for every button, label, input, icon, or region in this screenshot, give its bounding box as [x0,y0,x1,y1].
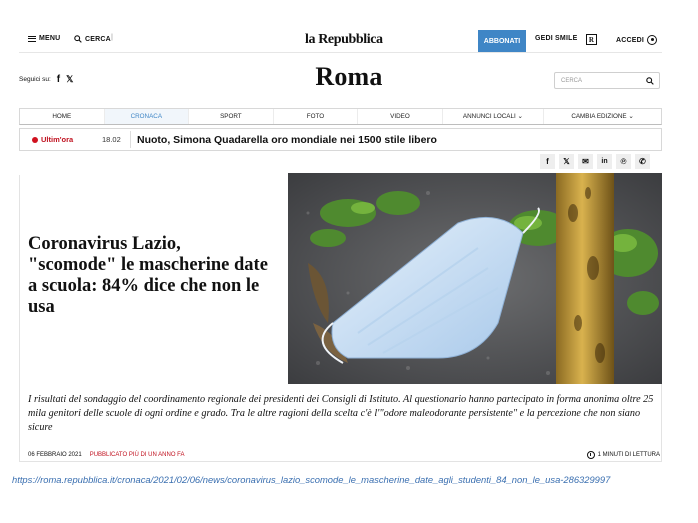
divider [130,131,131,148]
published-ago: PUBBLICATO PIÙ DI UN ANNO FA [89,452,185,458]
edition-title: Roma [315,62,383,91]
nav-item-cronaca[interactable]: CRONACA [105,109,190,124]
user-icon [647,35,657,45]
breaking-news-bar[interactable] [19,128,662,151]
source-url[interactable]: https://roma.repubblica.it/cronaca/2021/02/06/news/coronavirus_lazio_scomode_le_mascherine_date_agli_studenti_84_non_le_usa-286329997 [12,474,611,485]
chevron-down-icon: ⌄ [517,113,523,120]
abbonati-button[interactable]: ABBONATI [478,30,526,52]
facebook-icon[interactable]: f [56,74,61,85]
search-icon [74,35,82,43]
x-icon[interactable]: 𝕏 [559,154,574,169]
nav-item-annunci[interactable] [443,109,544,124]
clock-icon [587,451,595,459]
article-photo [288,173,662,384]
search-placeholder: CERCA [561,77,583,84]
live-dot-icon [32,137,38,143]
rep-plus-link[interactable] [586,34,597,45]
nav-annunci-label: ANNUNCI LOCALI [462,113,516,120]
nav-item-foto[interactable]: FOTO [274,109,359,124]
nav-item-video[interactable]: VIDEO [358,109,443,124]
x-icon[interactable]: 𝕏 [66,74,74,84]
search-icon[interactable] [646,77,654,85]
divider: | [111,34,114,41]
search-button[interactable] [74,34,114,43]
nav-item-cambia-edizione[interactable] [544,109,661,124]
article-lede: I risultati del sondaggio del coordinamento regionale dei presidenti dei Consigli di Istituto. Al questionario hanno partecipato in forma anonima oltre 25 mila genitori delle scuole di ogni ordine e grado. Tra le altre ragioni della scelta c'è l'"odore maleodorante persistente" e la percezione che non siano sicure [28,394,654,433]
seguici-label: Seguici su: [19,76,51,83]
nav-item-home[interactable]: HOME [20,109,105,124]
article-title: Coronavirus Lazio, "scomode" le mascherine date a scuola: 84% dice che non le usa [28,234,268,317]
breaking-time: 18.02 [102,135,121,144]
linkedin-icon[interactable]: in [597,154,612,169]
publish-date: 06 FEBBRAIO 2021 [28,452,82,458]
article-meta [28,451,660,459]
nav-cambia-label: CAMBIA EDIZIONE [571,113,627,120]
hamburger-icon [28,36,36,42]
chevron-down-icon: ⌄ [628,113,634,120]
read-time-label: 1 MINUTI DI LETTURA [597,452,660,458]
accedi-button[interactable] [616,35,657,45]
menu-button[interactable] [28,35,60,42]
mask-photo-illustration [288,173,662,384]
repubblica-logo[interactable]: la Repubblica [305,32,383,47]
mail-icon[interactable]: ✉ [578,154,593,169]
gedi-smile-link[interactable]: GEDI SMILE [535,35,578,42]
menu-label: MENU [39,35,61,42]
whatsapp-icon[interactable]: ✆ [635,154,650,169]
r-icon: R [586,34,597,45]
accedi-label: ACCEDI [616,36,645,44]
facebook-icon[interactable]: f [540,154,555,169]
read-time [587,451,660,459]
section-nav [19,108,662,125]
pinterest-icon[interactable]: ℗ [616,154,631,169]
ultim-ora-text: Ultim'ora [41,135,74,144]
search-label: CERCA [85,35,111,43]
nav-item-sport[interactable]: SPORT [189,109,274,124]
share-bar [540,154,650,169]
breaking-headline[interactable]: Nuoto, Simona Quadarella oro mondiale nei 1500 stile libero [137,133,437,146]
search-input[interactable] [554,72,660,89]
ultim-ora-label [20,135,102,144]
top-bar [19,30,662,53]
